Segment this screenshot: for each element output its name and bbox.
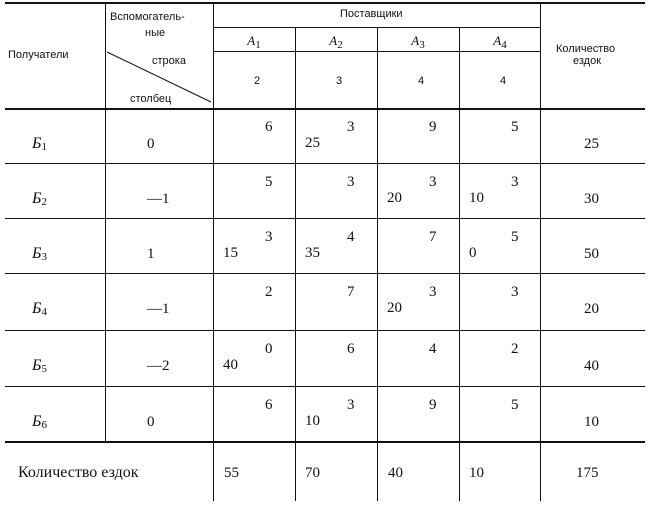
- cell-cost: 3: [347, 397, 355, 413]
- cell-allocation: 20: [387, 190, 402, 206]
- cell-cost: 6: [265, 119, 273, 135]
- cell-cost: 9: [429, 397, 437, 413]
- footer-total-a2: 70: [305, 465, 320, 481]
- cell-cost: 3: [347, 174, 355, 190]
- recipient-label: Б5: [32, 357, 47, 375]
- cell-allocation: 0: [469, 245, 477, 261]
- cell-allocation: 15: [223, 245, 238, 261]
- aux-header-line2: ные: [145, 27, 166, 39]
- cell-cost: 7: [347, 284, 355, 300]
- cell-cost: 7: [429, 229, 437, 245]
- cell-allocation: 10: [469, 190, 484, 206]
- cell-cost: 5: [511, 119, 519, 135]
- suppliers-header: Поставщики: [340, 8, 403, 20]
- supplier-a1-potential: 2: [253, 75, 261, 87]
- table-top-rule: [5, 2, 645, 4]
- row-trips: 50: [584, 246, 599, 262]
- aux-value: 1: [147, 246, 155, 262]
- recipient-label: Б6: [32, 413, 47, 431]
- aux-value: 0: [147, 414, 155, 430]
- aux-col-label: столбец: [130, 93, 172, 105]
- row-rule-1: [5, 163, 645, 164]
- row-rule-2: [5, 218, 645, 219]
- trips-header-line2: ездок: [573, 55, 602, 67]
- cell-cost: 6: [265, 397, 273, 413]
- cell-allocation: 20: [387, 300, 402, 316]
- col-rule-a2: [295, 28, 296, 501]
- col-rule-a3: [377, 28, 378, 501]
- cell-allocation: 35: [305, 245, 320, 261]
- col-rule-aux-body: [105, 109, 106, 441]
- supplier-a1-header: $A_1$: [247, 33, 261, 51]
- cell-cost: 3: [511, 174, 519, 190]
- aux-header-line1: Вспомогатель-: [110, 11, 185, 23]
- supplier-a4-header: $A_4$: [493, 33, 507, 51]
- row-rule-4: [5, 330, 645, 331]
- aux-row-label: строка: [152, 55, 186, 67]
- recipient-label: Б3: [32, 245, 47, 263]
- footer-label: Количество ездок: [18, 464, 139, 481]
- row-rule-3: [5, 273, 645, 274]
- supplier-a2-header: $A_2$: [329, 33, 343, 51]
- cell-allocation: 10: [305, 413, 320, 429]
- cell-cost: 4: [429, 341, 437, 357]
- footer-total-a4: 10: [469, 465, 484, 481]
- cell-cost: 3: [429, 174, 437, 190]
- footer-total-a3: 40: [388, 465, 403, 481]
- row-trips: 40: [584, 358, 599, 374]
- cell-cost: 3: [265, 229, 273, 245]
- cell-allocation: 25: [305, 135, 320, 151]
- cell-cost: 0: [265, 341, 273, 357]
- cell-cost: 6: [347, 341, 355, 357]
- row-trips: 30: [584, 191, 599, 207]
- trips-header-line1: Количество: [556, 43, 616, 55]
- row-trips: 25: [584, 136, 599, 152]
- cell-cost: 5: [265, 174, 273, 190]
- footer-total-a1: 55: [224, 465, 239, 481]
- recipient-label: Б1: [32, 135, 47, 153]
- recipient-label: Б4: [32, 300, 47, 318]
- row-trips: 10: [584, 414, 599, 430]
- cell-cost: 3: [347, 119, 355, 135]
- col-rule-a4: [459, 28, 460, 501]
- supplier-a2-potential: 3: [335, 75, 343, 87]
- supplier-a4-potential: 4: [499, 75, 507, 87]
- cell-cost: 9: [429, 119, 437, 135]
- recipient-label: Б2: [32, 190, 47, 208]
- cell-allocation: 40: [223, 357, 238, 373]
- cell-cost: 2: [265, 284, 273, 300]
- aux-value: 0: [147, 136, 155, 152]
- cell-cost: 5: [511, 229, 519, 245]
- row-rule-5: [5, 386, 645, 387]
- cell-cost: 5: [511, 397, 519, 413]
- aux-value: —1: [147, 191, 170, 207]
- supplier-a3-potential: 4: [417, 75, 425, 87]
- cell-cost: 3: [429, 284, 437, 300]
- recipients-header: Получатели: [8, 49, 69, 61]
- supplier-a3-header: $A_3$: [411, 33, 425, 51]
- cell-cost: 4: [347, 229, 355, 245]
- aux-value: —1: [147, 301, 170, 317]
- footer-grand-total: 175: [576, 465, 599, 481]
- cell-cost: 3: [511, 284, 519, 300]
- cell-cost: 2: [511, 341, 519, 357]
- header-bottom-rule: [5, 108, 645, 110]
- row-rule-6: [5, 441, 645, 443]
- row-trips: 20: [584, 301, 599, 317]
- col-rule-trips: [540, 3, 541, 501]
- aux-value: —2: [147, 358, 170, 374]
